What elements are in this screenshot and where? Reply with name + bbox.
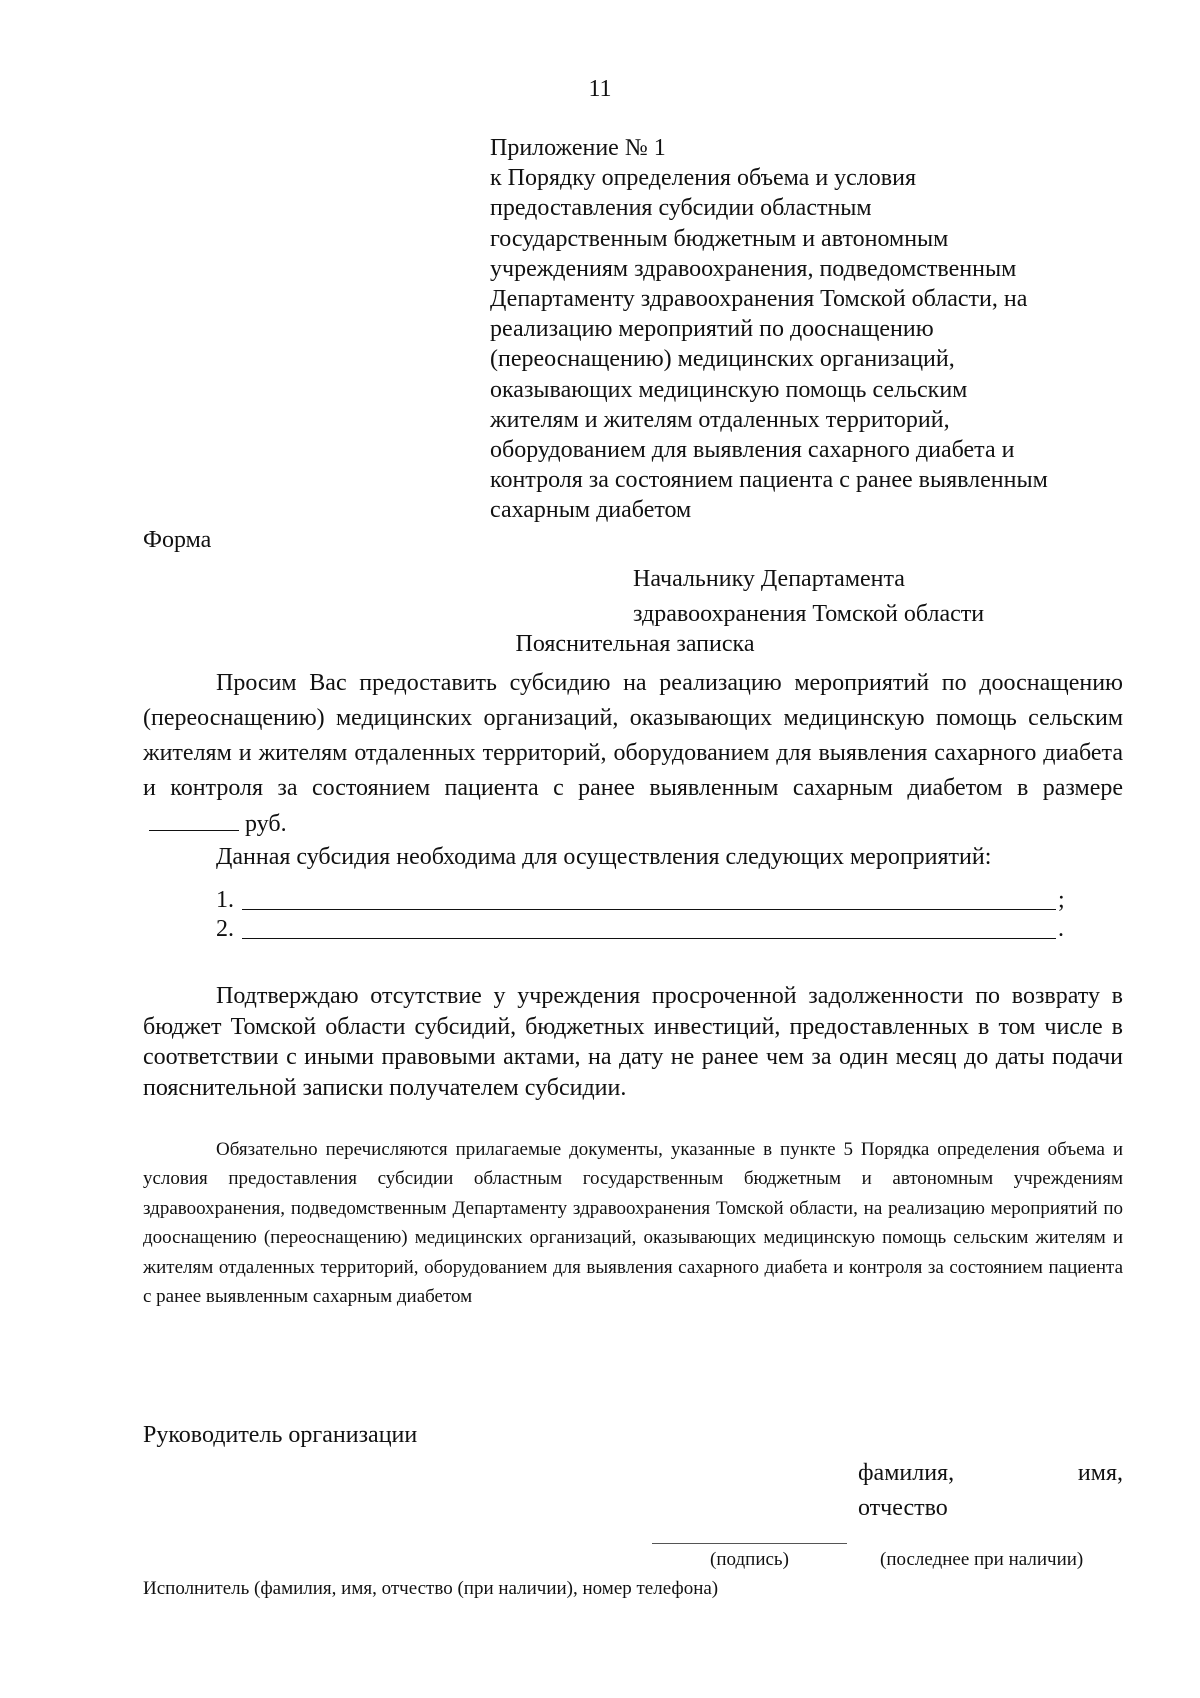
list-item-number: 1. [216, 887, 234, 913]
full-name-block [858, 1456, 1123, 1526]
addressee-line: здравоохранения Томской области [633, 601, 985, 627]
annex-line: государственным бюджетным и автономным [490, 225, 949, 252]
list-item-punctuation: ; [1058, 887, 1065, 913]
measure-blank-field[interactable] [242, 916, 1056, 939]
measures-list [216, 886, 1066, 944]
patronymic-word: отчество [858, 1495, 948, 1521]
annex-line: к Порядку определения объема и условия [490, 165, 916, 192]
list-item [216, 886, 1066, 915]
list-item-number: 2. [216, 916, 234, 942]
addressee-line: Начальнику Департамента [633, 566, 905, 592]
measures-paragraph: Данная субсидия необходима для осуществления следующих мероприятий: [216, 844, 992, 870]
amount-blank-field[interactable] [149, 806, 239, 831]
page-number: 11 [588, 76, 612, 102]
annex-line: оказывающих медицинскую помощь сельским [490, 376, 968, 403]
attached-documents-note: Обязательно перечисляются прилагаемые документы, указанные в пункте 5 Порядка определения объема и условия предоставления субсидии областным государственным бюджетным и автономным учреждениям здравоохранения, подведомственным Департаменту здравоохранения Томской области, на реализацию мероприятий по дооснащению (переоснащению) медицинских организаций, оказывающих медицинскую помощь сельским жителям и жителям отдаленных территорий, оборудованием для выявления сахарного диабета и контроля за состоянием пациента с ранее выявленным сахарным диабетом [143, 1139, 1123, 1308]
name-word: имя, [1077, 1460, 1123, 1486]
annex-line: (переоснащению) медицинских организаций, [490, 346, 955, 373]
list-item [216, 915, 1066, 944]
annex-line: сахарным диабетом [490, 497, 692, 524]
annex-line: реализацию мероприятий по дооснащению [490, 316, 934, 343]
annex-line: Приложение № 1 [490, 135, 666, 161]
list-item-punctuation: . [1058, 916, 1064, 942]
signature-caption: (подпись) [710, 1549, 789, 1570]
surname-word: фамилия, [858, 1460, 955, 1486]
annex-line: Департаменту здравоохранения Томской области, на [490, 286, 1028, 313]
annex-line: учреждениям здравоохранения, подведомственным [490, 255, 1017, 282]
request-paragraph [143, 666, 1123, 842]
annex-line: жителям и жителям отдаленных территорий, [490, 406, 950, 433]
last-name-caption: (последнее при наличии) [880, 1549, 1084, 1570]
annex-heading [490, 133, 1130, 526]
confirmation-paragraph: Подтверждаю отсутствие у учреждения просроченной задолженности по возврату в бюджет Томской области субсидий, бюджетных инвестиций, предоставленных в том числе в соответствии с иными правовыми актами, на дату не ранее чем за один месяц до даты подачи пояснительной записки получателем субсидии. [143, 983, 1123, 1101]
signature-line[interactable] [652, 1543, 847, 1544]
executor-line: Исполнитель (фамилия, имя, отчество (при наличии), номер телефона) [143, 1578, 719, 1599]
request-text: Просим Вас предоставить субсидию на реализацию мероприятий по дооснащению (переоснащению) медицинских организаций, оказывающих медицинскую помощь сельским жителям и жителям отдаленных территорий, оборудованием для выявления сахарного диабета и контроля за состоянием пациента с ранее выявленным сахарным диабетом в размере [143, 670, 1123, 801]
head-of-organization-label: Руководитель организации [143, 1422, 418, 1448]
annex-line: предоставления субсидии областным [490, 195, 872, 222]
addressee [633, 562, 984, 632]
document-title: Пояснительная записка [515, 631, 755, 657]
measure-blank-field[interactable] [242, 887, 1056, 910]
form-label: Форма [143, 527, 212, 553]
currency-label: руб. [245, 811, 287, 837]
annex-line: контроля за состоянием пациента с ранее выявленным [490, 467, 1048, 494]
annex-line: оборудованием для выявления сахарного диабета и [490, 437, 1015, 464]
